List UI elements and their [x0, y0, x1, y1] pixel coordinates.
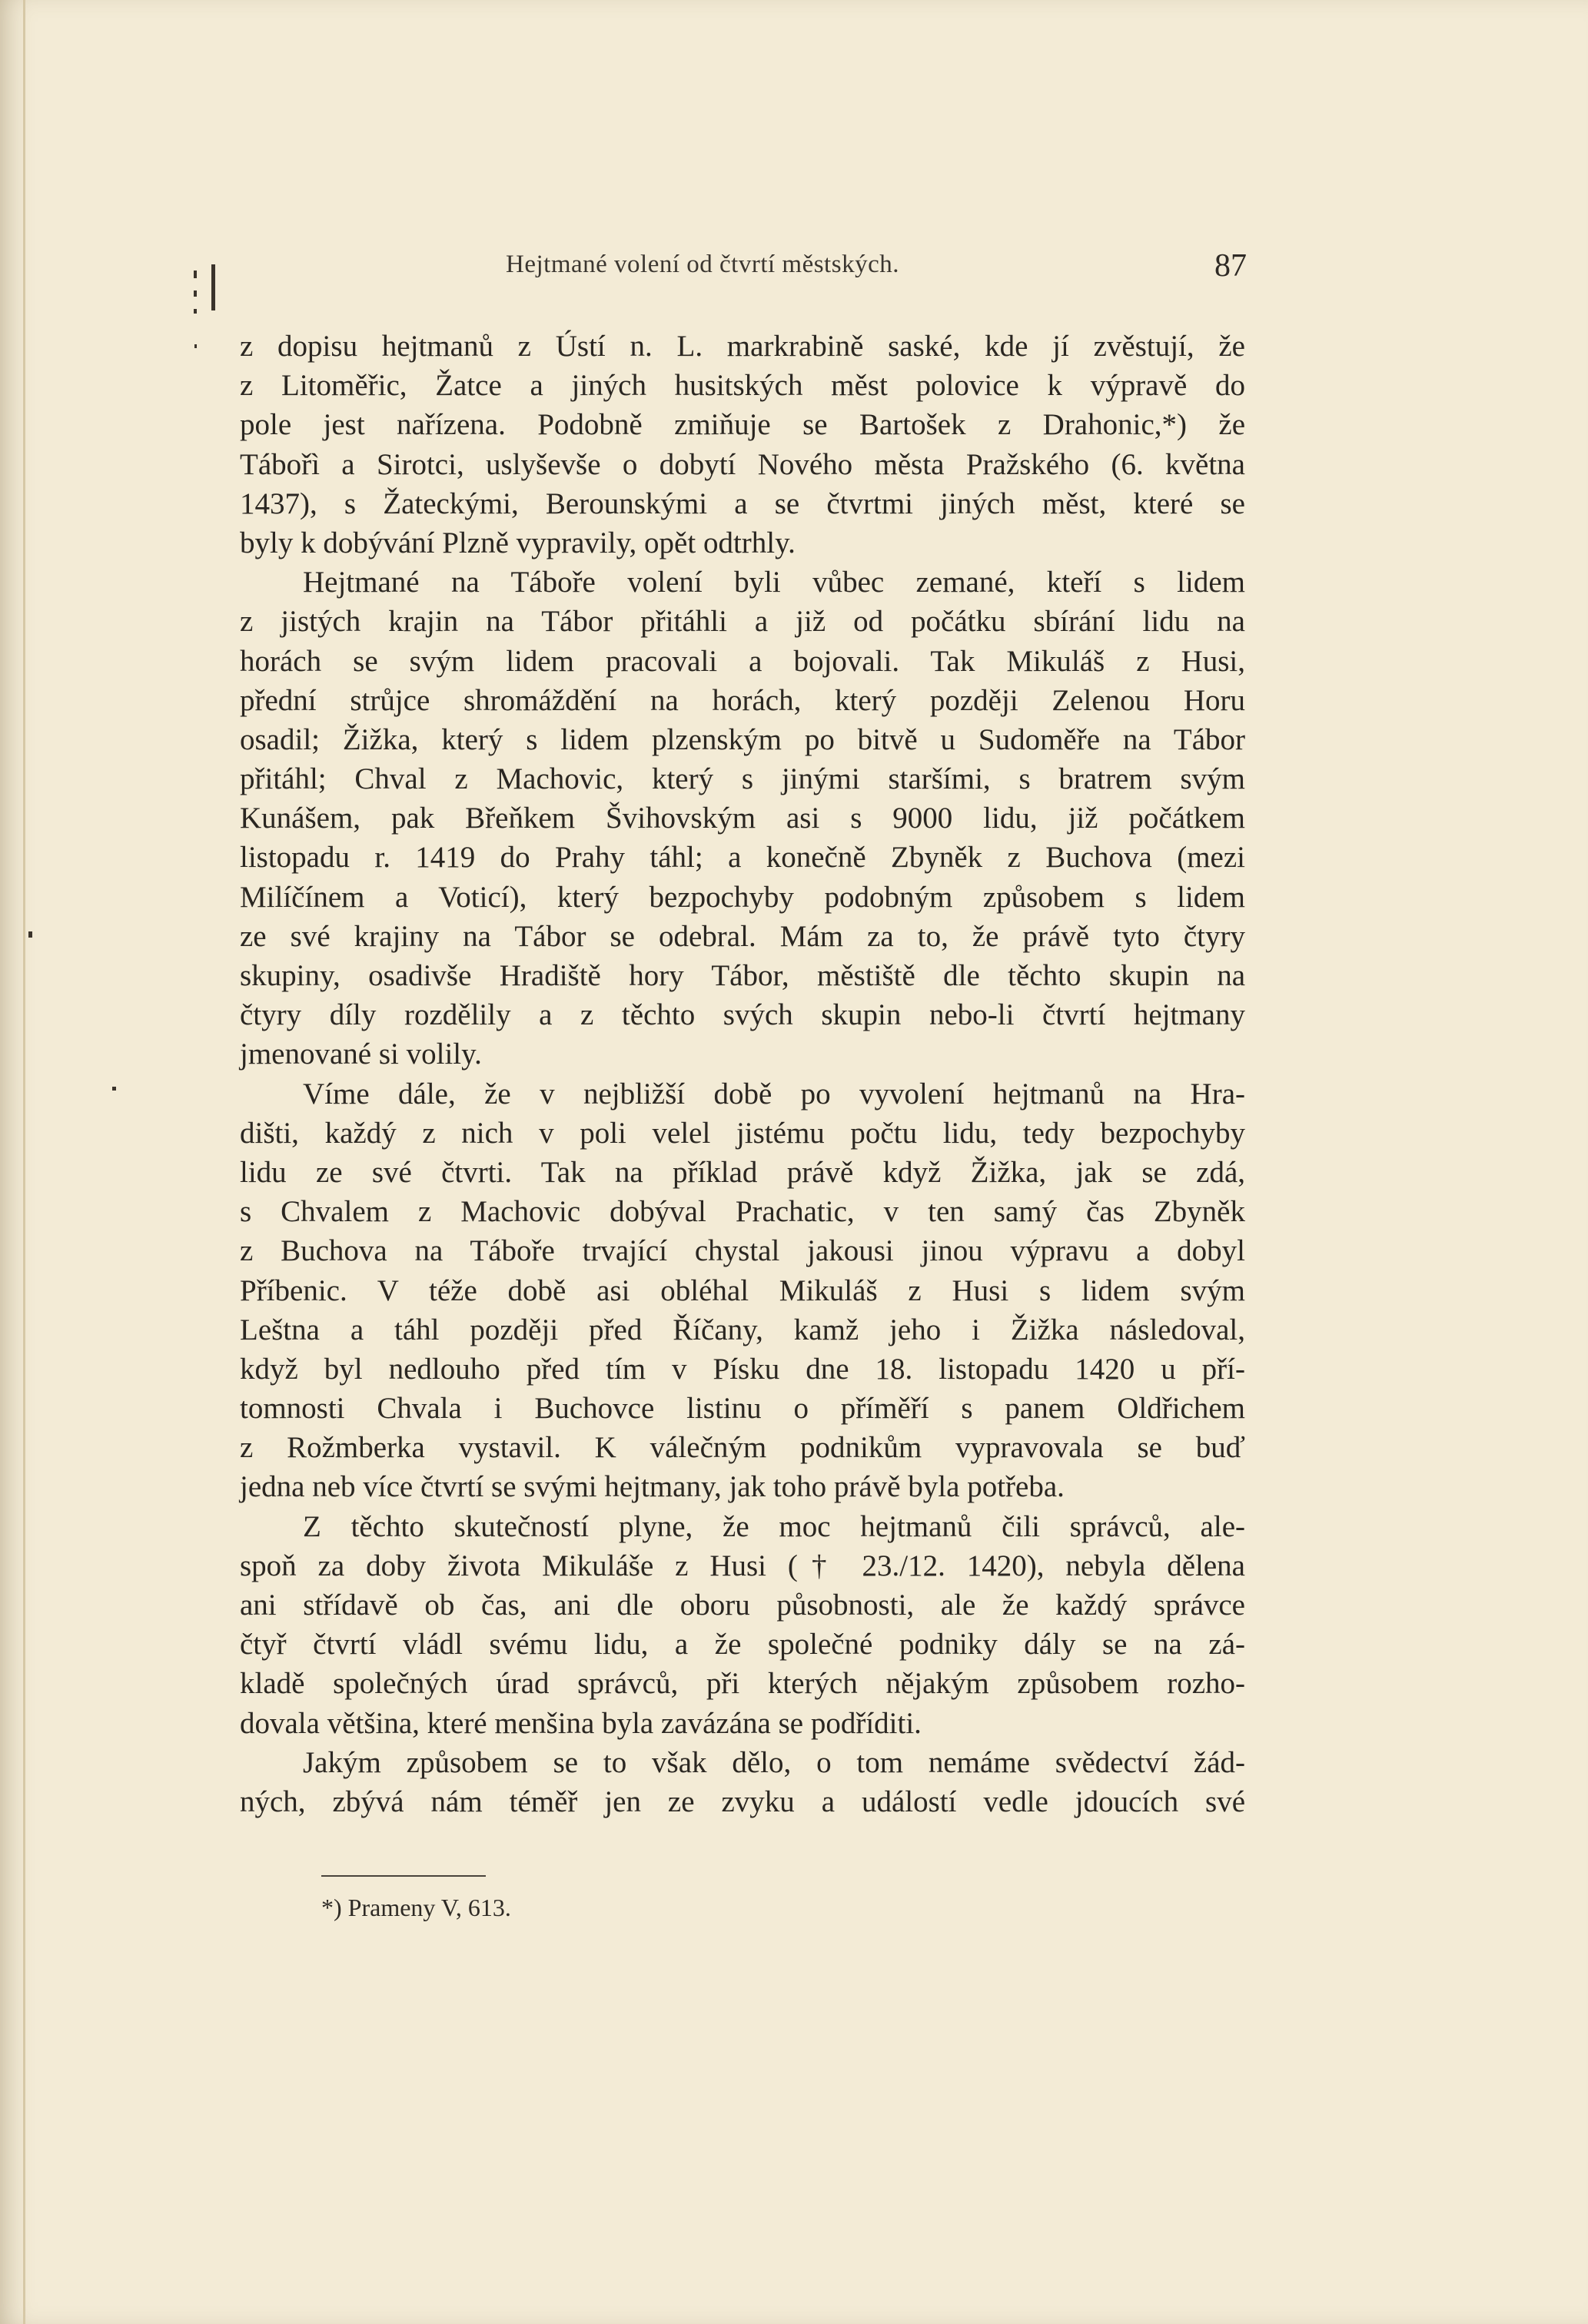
- text-line: listopadu r. 1419 do Prahy táhl; a konečně Zbyněk z Buchova (mezi: [240, 841, 1245, 875]
- text-line: z jistých krajin na Tábor přitáhli a již od počátku sbírání lidu na: [240, 605, 1245, 639]
- text-line: kladě společných úrad správců, při kterých nějakým způsobem rozho-: [240, 1667, 1245, 1701]
- margin-mark: [211, 264, 215, 310]
- text-line: čtyř čtvrtí vládl svému lidu, a že společné podniky dály se na zá-: [240, 1628, 1245, 1662]
- text-line: ze své krajiny na Tábor se odebral. Mám za to, že právě tyto čtyry: [240, 919, 1245, 953]
- text-line: z Litoměřic, Žatce a jiných husitských měst polovice k výpravě do: [240, 369, 1245, 403]
- margin-mark: [28, 931, 32, 938]
- text-line: když byl nedlouho před tím v Písku dne 18. listopadu 1420 u pří-: [240, 1352, 1245, 1386]
- text-line: s Chvalem z Machovic dobýval Prachatic, v ten samý čas Zbyněk: [240, 1195, 1245, 1229]
- margin-mark: [194, 290, 197, 297]
- text-line: z Buchova na Táboře trvající chystal jakousi jinou výpravu a dobyl: [240, 1234, 1245, 1268]
- text-line: Hejtmané na Táboře volení byli vůbec zemané, kteří s lidem: [303, 566, 1245, 599]
- text-line: spoň za doby života Mikuláše z Husi († 23./12. 1420), nebyla dělena: [240, 1549, 1245, 1582]
- text-line: horách se svým lidem pracovali a bojovali. Tak Mikuláš z Husi,: [240, 644, 1245, 678]
- text-line: ani střídavě ob čas, ani dle oboru působnosti, ale že každý správce: [240, 1589, 1245, 1622]
- text-line: z Rožmberka vystavil. K válečným podnikům vypravovala se buď: [240, 1431, 1245, 1465]
- text-line: pole jest nařízena. Podobně zmiňuje se Bartošek z Drahonic,*) že: [240, 408, 1245, 442]
- text-line: jmenované si volily.: [240, 1038, 482, 1071]
- text-line: Víme dále, že v nejbližší době po vyvolení hejtmanů na Hra-: [303, 1077, 1245, 1111]
- text-line: dovala většina, které menšina byla zavázána se podříditi.: [240, 1706, 922, 1740]
- text-line: osadil; Žižka, který s lidem plzenským po bitvě u Sudoměře na Tábor: [240, 722, 1245, 756]
- text-line: čtyry díly rozdělily a z těchto svých skupin nebo-li čtvrtí hejtmany: [240, 998, 1245, 1032]
- footnote: *) Prameny V, 613.: [321, 1894, 511, 1921]
- text-line: Příbenic. V téže době asi obléhal Mikuláš z Husi s lidem svým: [240, 1273, 1245, 1307]
- text-line: Jakým způsobem se to však dělo, o tom nemáme svědectví žád-: [303, 1745, 1245, 1779]
- margin-mark: [194, 271, 197, 278]
- margin-mark: [112, 1087, 116, 1091]
- text-line: 1437), s Žateckými, Berounskými a se čtvrtmi jiných měst, které se: [240, 486, 1245, 520]
- binding-gutter: [23, 0, 25, 2324]
- margin-mark: [194, 344, 197, 348]
- margin-mark: [194, 309, 197, 314]
- body-text: [240, 327, 1245, 1821]
- text-line: Z těchto skutečností plyne, že moc hejtmanů čili správců, ale-: [303, 1509, 1245, 1543]
- text-line: ných, zbývá nám téměř jen ze zvyku a událostí vedle jdoucích své: [240, 1784, 1245, 1818]
- text-line: Kunášem, pak Břeňkem Švihovským asi s 9000 lidu, již počátkem: [240, 802, 1245, 835]
- text-line: Leštna a táhl později před Říčany, kamž jeho i Žižka následoval,: [240, 1313, 1245, 1346]
- running-title: Hejtmané volení od čtvrtí městských.: [506, 251, 899, 278]
- text-line: jedna neb více čtvrtí se svými hejtmany, jak toho právě byla potřeba.: [240, 1470, 1065, 1504]
- text-line: tomnosti Chvala i Buchovce listinu o příměří s panem Oldřichem: [240, 1392, 1245, 1426]
- text-line: Milíčínem a Voticí), který bezpochyby podobným způsobem s lidem: [240, 880, 1245, 914]
- footnote-rule: [321, 1875, 486, 1877]
- text-line: lidu ze své čtvrti. Tak na příklad právě když Žižka, jak se zdá,: [240, 1155, 1245, 1189]
- text-line: byly k dobývání Plzně vypravily, opět odtrhly.: [240, 526, 796, 559]
- text-line: Tábořì a Sirotci, uslyševše o dobytí Nového města Pražského (6. května: [240, 447, 1245, 481]
- page-number: 87: [1214, 248, 1247, 284]
- text-line: dišti, každý z nich v poli velel jistému počtu lidu, tedy bezpochyby: [240, 1116, 1245, 1150]
- text-line: z dopisu hejtmanů z Ústí n. L. markrabině saské, kde jí zvěstují, že: [240, 330, 1245, 363]
- text-line: přitáhl; Chval z Machovic, který s jinými staršími, s bratrem svým: [240, 762, 1245, 796]
- text-line: skupiny, osadivše Hradiště hory Tábor, městiště dle těchto skupin na: [240, 959, 1245, 992]
- text-line: přední strůjce shromáždění na horách, který později Zelenou Horu: [240, 683, 1245, 717]
